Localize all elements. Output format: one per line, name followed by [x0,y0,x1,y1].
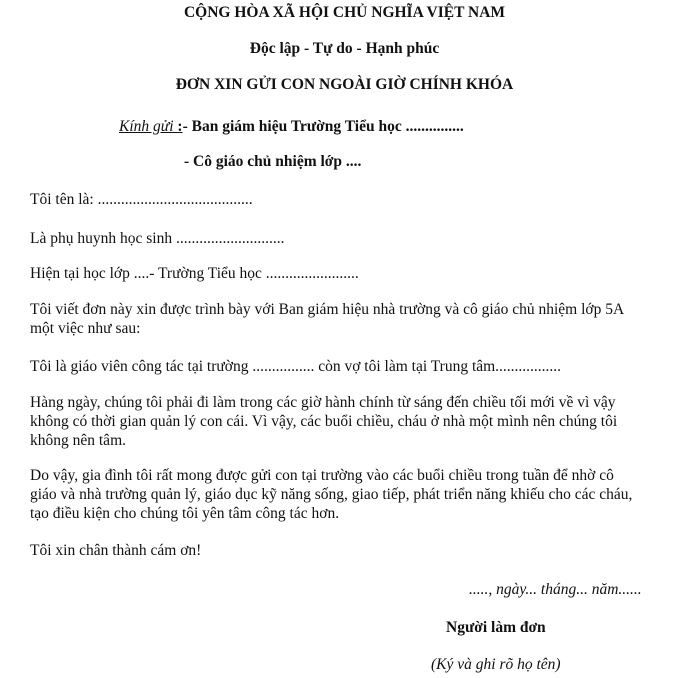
paragraph-request [30,466,670,523]
paragraph-intro [30,300,670,338]
paragraph-work: Tôi là giáo viên công tác tại trường ................ còn vợ tôi làm tại Trung tâm................. [30,358,562,375]
recipient-colon: : [177,118,183,135]
paragraph-line: Hàng ngày, chúng tôi phải đi làm trong các giờ hành chính từ sáng đến chiều tối mới về vì vậy [30,394,616,411]
recipient-teacher: - Cô giáo chủ nhiệm lớp .... [184,153,362,170]
paragraph-line: không nên tâm. [30,432,126,449]
signature-note: (Ký và ghi rõ họ tên) [431,656,561,673]
recipient-school-board: - Ban giám hiệu Trường Tiểu học ............... [182,118,464,135]
signature-date: ....., ngày... tháng... năm...... [469,581,642,598]
recipient-label: Kính gửi [119,118,178,135]
paragraph-line: tạo điều kiện cho chúng tôi yên tâm công tác hơn. [30,505,340,522]
field-current-class: Hiện tại học lớp ....- Trường Tiểu học ........................ [30,265,359,282]
paragraph-line: Do vậy, gia đình tôi rất mong được gửi con tại trường vào các buổi chiều trong tuần để nhờ cô [30,467,614,484]
document-title: ĐƠN XIN GỬI CON NGOÀI GIỜ CHÍNH KHÓA [175,76,514,93]
signature-signer: Người làm đơn [446,619,546,636]
paragraph-line: giáo và nhà trường quản lý, giáo dục kỹ năng sống, giao tiếp, phát triển năng khiếu cho các cháu, [30,486,633,503]
paragraph-line: một việc như sau: [30,320,141,337]
field-name: Tôi tên là: ........................................ [30,191,253,208]
recipient-line-1 [119,117,464,136]
paragraph-thanks: Tôi xin chân thành cám ơn! [30,542,202,559]
field-parent-of: Là phụ huynh học sinh ............................ [30,230,285,247]
paragraph-line: không có thời gian quản lý con cái. Vì vậy, các buổi chiều, cháu ở nhà một mình nên chúng tôi [30,413,618,430]
national-motto: Độc lập - Tự do - Hạnh phúc [249,40,440,57]
national-title: CỘNG HÒA XÃ HỘI CHỦ NGHĨA VIỆT NAM [183,4,506,21]
paragraph-reason [30,393,670,450]
paragraph-line: Tôi viết đơn này xin được trình bày với Ban giám hiệu nhà trường và cô giáo chủ nhiệm lớp 5A [30,301,625,318]
